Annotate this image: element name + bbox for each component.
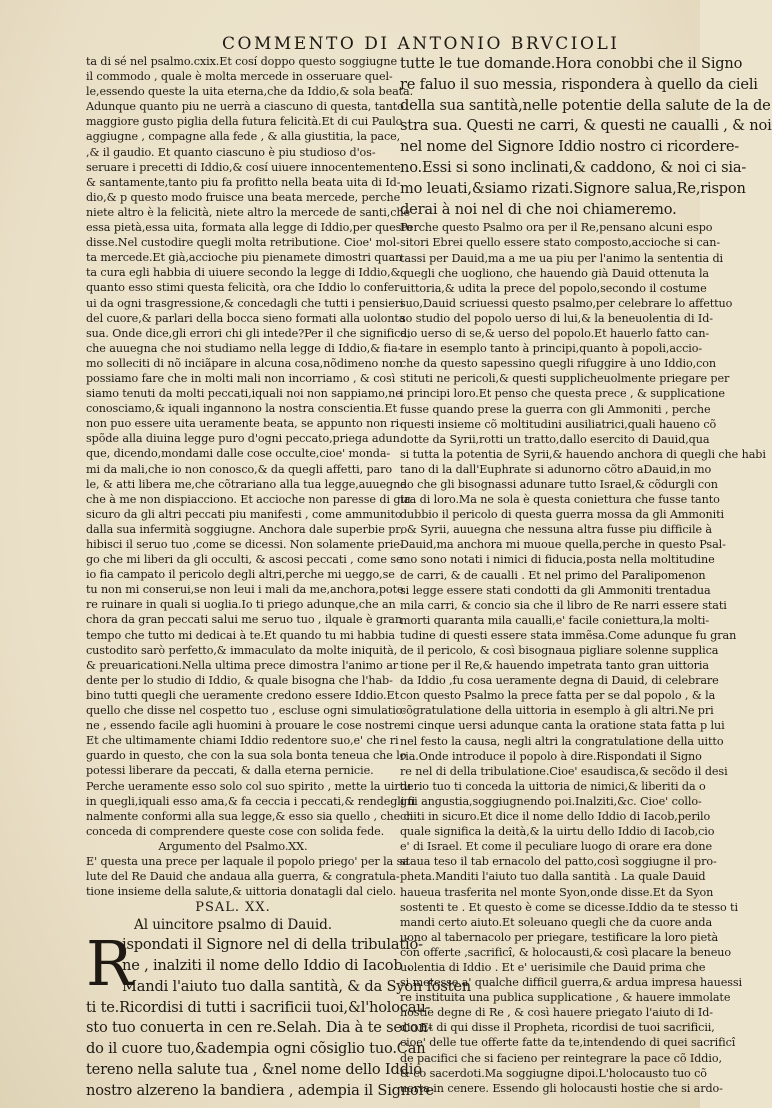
psalm-line: Mandi l'aiuto tuo dalla santità, & da Syon fosten <box>122 977 471 995</box>
text-line: Adunque quanto piu ne uerrà a ciascuno di questa, tanto <box>86 100 404 114</box>
text-line: dalla sua infermità soggiugne. Anchora dale superbie pro <box>86 522 408 536</box>
text-line: tassi per Dauid,ma a me ua piu per l'animo la sententia di <box>400 251 724 265</box>
psalm-line: tereno nella salute tua , &nel nome dello Iddio <box>86 1061 422 1079</box>
text-line: custodito sarò perfetto,& immaculato da molte iniquità, <box>86 643 398 657</box>
text-line: del cuore,& parlari della bocca sieno formati alla uolonta <box>86 311 406 325</box>
text-line: re ruinare in quali si uoglia.Io ti priego adunque,che an <box>86 598 396 612</box>
text-line: ,& il gaudio. Et quanto ciascuno è piu studioso d'os- <box>86 145 376 159</box>
text-line: tione per il Re,& hauendo impetrata tanto gran uittoria <box>400 659 709 673</box>
text-line: sicuro da gli altri peccati piu manifesti , come ammunito <box>86 507 402 521</box>
text-line: i principi loro.Et penso che questa prece , & supplicatione <box>400 387 725 401</box>
text-line: gni angustia,soggiugnendo poi.Inalziti,&c. Cioe' collo- <box>400 794 702 808</box>
argument-line: tione insieme della salute,& uittoria donatagli dal cielo. <box>86 885 397 899</box>
text-line: le,essendo queste la uita eterna,che da Iddio,& sola beata. <box>86 85 414 99</box>
psalm-line: derai à noi nel di che noi chiameremo. <box>400 200 677 218</box>
text-line: ta mercede.Et già,accioche piu pienamete dimostri quan <box>86 251 403 265</box>
text-line: siamo tenuti da molti peccati,iquali noi non sappiamo,ne <box>86 387 402 401</box>
psalm-heading: PSAL. XX. <box>195 900 271 916</box>
text-line: spõde alla diuina legge puro d'ogni peccato,priega adun <box>86 432 400 446</box>
text-line: Perche ueramente esso solo col suo spirito , mette la uirtu <box>86 779 412 793</box>
argument-line: E' questa una prece per laquale il popolo priego' per la sa <box>86 854 409 868</box>
text-line: il commodo , quale è molta mercede in osseruare quel- <box>86 70 393 84</box>
text-line: que, dicendo,mondami dalle cose occulte,cioe' monda- <box>86 447 391 461</box>
text-line: si metesse a' qualche difficil guerra,& ardua impresa hauessi <box>400 976 743 990</box>
text-line: Perche questo Psalmo ora per il Re,pensano alcuni espo <box>400 221 713 235</box>
text-line: nalmente conformi alla sua legge,& esso sia quello , che ci <box>86 809 414 823</box>
psalm-text-block <box>86 927 471 1101</box>
text-line: cioe' delle tue offerte fatte da te,intendendo di quei sacrificî <box>400 1036 736 1050</box>
text-line: uerta in cenere. Essendo gli holocausti hostie che si ardo- <box>400 1081 723 1095</box>
text-line: in quegli,iquali esso ama,& fa ceccia i peccati,& rendegli fi <box>86 794 416 808</box>
text-line: guardo in questo, che con la sua sola bonta teneua che lo <box>86 749 407 763</box>
text-line: cõgratulatione della uittoria in esemplo à gli altri.Ne pri <box>400 704 714 718</box>
psalm-line: mo leuati,&siamo rizati.Signore salua,Re,rispon <box>400 179 746 197</box>
text-line: questi insieme cõ moltitudini ausiliatrici,quali haueno cõ <box>400 417 717 431</box>
text-line: hibisci il seruo tuo ,come se dicessi. Non solamente prie- <box>86 538 404 551</box>
argument-title: Argumento del Psalmo.XX. <box>158 839 308 853</box>
text-line: do che gli bisognassi adunare tutto Israel,& cõdurgli con <box>400 477 718 491</box>
text-line: ta di sé nel psalmo.cxix.Et cosí doppo questo soggiugne <box>86 55 397 68</box>
text-line: dio.Et di qui disse il Propheta, ricordisi de tuoi sacrificii, <box>400 1021 715 1035</box>
text-line: quale significa la deità,& la uirtu dello Iddio di Iacob,cio <box>400 825 715 839</box>
text-line: sitori Ebrei quello essere stato composto,accioche si can- <box>400 236 721 250</box>
text-line: disse.Nel custodire quegli molta retributione. Cioe' mol- <box>86 236 400 250</box>
text-line: haueua trasferita nel monte Syon,onde disse.Et da Syon <box>400 885 714 899</box>
text-line: sua. Onde dice,gli errori chi gli intede?Per il che significa, <box>86 326 411 340</box>
text-line: morti quaranta mila caualli,e' facile coniettura,la molti- <box>400 613 710 627</box>
text-line: Dauid,ma anchora mi muoue quella,perche in questo Psal- <box>400 538 726 552</box>
text-line: che à me non dispiacciono. Et accioche non paresse di gia <box>86 492 411 506</box>
text-line: , & Syrii, auuegna che nessuna altra fusse piu difficile à <box>400 523 713 537</box>
text-line: aggiugne , compagne alla fede , & alla giustitia, la pace, <box>86 130 401 144</box>
psalm-subtitle: Al uincitore psalmo di Dauid. <box>134 917 332 934</box>
text-line: ria.Onde introduce il popolo à dire.Rispondati il Signo <box>400 749 702 763</box>
right-column <box>400 54 772 1096</box>
text-line: so studio del popolo uerso di lui,& la beneuolentia di Id- <box>400 311 713 325</box>
text-line: hostie degne di Re , & così hauere priegato l'aiuto di Id- <box>400 1006 713 1020</box>
text-line: conceda di comprendere queste cose con solida fede. <box>86 824 385 838</box>
text-line: derio tuo ti conceda la uittoria de nimici,& liberiti da o <box>400 779 706 793</box>
text-line: tudine di questi essere stata immẽsa.Come adunque fu gran <box>400 628 737 642</box>
text-line: ne , essendo facile agli huomini à prouare le cose nostre. <box>86 719 404 733</box>
text-line: essa pietà,essa uita, formata alla legge di Iddio,per questo <box>86 221 413 235</box>
text-line: e' di Israel. Et come il peculiare luogo di orare era done <box>400 840 713 854</box>
text-line: sostenti te . Et questo è come se dicesse.Iddio da te stesso ti <box>400 900 738 914</box>
text-line: re nel di della tribulatione.Cioe' esaudisca,& secõdo il desi <box>400 764 728 778</box>
text-line: si tutta la potentia de Syrii,& hauendo anchora di quegli che habi <box>400 447 766 461</box>
text-line: nel festo la causa, negli altri la congratulatione della uitto <box>400 734 724 748</box>
text-line: dotte da Syrii,rotti un tratto,dallo esercito di Dauid,qua <box>400 432 710 446</box>
psalm-line: nel nome del Signore Iddio nostro ci ricordere- <box>400 138 740 156</box>
text-line: le, & atti libera me,che cõtrariano alla tua legge,auuegna <box>86 477 407 491</box>
text-line: che auuegna che noi studiamo nella legge di Iddio,& fia- <box>86 341 402 355</box>
text-line: maggiore gusto piglia della futura felicità.Et di cui Paulo <box>86 115 403 129</box>
text-line: uolentia di Iddio . Et e' uerisimile che Dauid prima che <box>400 960 706 974</box>
psalm-line: re faluo il suo messia, rispondera à quello da cieli <box>400 75 758 93</box>
text-line: chora da gran peccati salui me seruo tuo , ilquale è gran <box>86 613 402 627</box>
text-line: staua teso il tab ernacolo del patto,così soggiugne il pro- <box>400 855 717 869</box>
text-line: da Iddio ,fu cosa ueramente degna di Dauid, di celebrare <box>400 674 719 688</box>
text-line: mi cinque uersi adunque canta la oratione stata fatta p lui <box>400 719 725 733</box>
psalm-line: della sua santità,nelle potentie della salute de la de <box>400 96 771 114</box>
text-line: mila carri, & concio sia che il libro de Re narri essere stati <box>400 598 727 612</box>
text-line: seruare i precetti di Iddio,& cosí uiuere innocentemente, <box>86 160 405 174</box>
text-line: mo sono notati i nimici di fiducia,posta nella moltitudine <box>400 553 715 567</box>
text-line: conosciamo,& iquali ingannono la nostra conscientia.Et <box>86 402 397 416</box>
text-line: quello che disse nel cospetto tuo , escluse ogni simulatio- <box>86 704 406 718</box>
text-line: go che mi liberi da gli occulti, & ascosi peccati , come se <box>86 553 403 567</box>
text-line: si legge essere stati condotti da gli Ammoniti trentadua <box>400 583 711 597</box>
psalm-line: stra sua. Questi ne carri, & questi ne caualli , & noi <box>400 117 772 135</box>
argument-line: lute del Re Dauid che andaua alla guerra, & congratula- <box>86 870 400 884</box>
left-column <box>86 54 471 1102</box>
text-line: tare in esemplo tanto à principi,quanto à popoli,accio- <box>400 342 703 356</box>
text-line: re instituita una publica supplicatione , & hauere immolate <box>400 991 731 1005</box>
text-line: bino tutti quegli che ueramente credono essere Iddio.Et <box>86 688 399 702</box>
text-line: quegli che uogliono, che hauendo già Dauid ottenuta la <box>400 266 709 280</box>
text-line: fusse quando prese la guerra con gli Ammoniti , perche <box>400 402 711 416</box>
text-line: mi da mali,che io non conosco,& da quegli affetti, paro <box>86 462 393 476</box>
text-line: suo,Dauid scriuessi questo psalmo,per celebrare lo affettuo <box>400 296 733 310</box>
running-header: COMMENTO DI ANTONIO BRVCIOLI <box>222 34 620 54</box>
text-line: stituti ne pericoli,& questi supplicheuolmente priegare per <box>400 372 730 386</box>
drop-capital: R <box>86 927 133 1001</box>
psalm-line: ne , inalziti il nome dello Iddio di Iacob . <box>122 957 412 975</box>
psalm-line: ti te.Ricordisi di tutti i sacrificii tuoi,&l'holocau- <box>86 998 431 1016</box>
text-line: de carri, & de caualli . Et nel primo del Paralipomenon <box>400 568 706 582</box>
text-line: uittoria,& udita la prece del popolo,secondo il costume <box>400 281 707 295</box>
text-line: de il pericolo, & così bisognaua pigliare solenne supplica <box>400 644 719 657</box>
text-line: potessi liberare da peccati, & dalla eterna pernicie. <box>86 764 374 778</box>
text-line: & preuaricationi.Nella ultima prece dimostra l'animo ar <box>86 658 399 672</box>
text-line: possiamo fare che in molti mali non incorriamo , & così <box>86 371 396 385</box>
psalm-line: tutte le tue domande.Hora conobbi che il Signo <box>400 55 743 72</box>
psalm-line: nostro alzereno la bandiera , adempia il Signore <box>86 1081 434 1099</box>
text-line: mo solleciti di nõ inciãpare in alcuna cosa,nõdimeno non <box>86 356 403 370</box>
text-line: chiti in sicuro.Et dice il nome dello Iddio di Iacob,perilo <box>400 810 711 824</box>
text-line: dio uerso di se,& uerso del popolo.Et hauerlo fatto can- <box>400 327 710 341</box>
text-line: pheta.Manditi l'aiuto tuo dalla santità . La quale Dauid <box>400 870 706 884</box>
text-line: & santamente,tanto piu fa profitto nella beata uita di Id- <box>86 175 401 189</box>
text-line: Et che ultimamente chiami Iddio redentore suo,e' che ri <box>86 734 399 748</box>
text-line: de pacifici che si facieno per reintegrare la pace cõ Iddio, <box>400 1051 722 1065</box>
text-line: che da questo sapessino quegli rifuggire à uno Iddio,con <box>400 357 717 371</box>
psalm-line: sto tuo conuerta in cen re.Selah. Dia à te secon- <box>86 1019 433 1037</box>
text-line: dente per lo studio di Iddio, & quale bisogna che l'hab- <box>86 673 393 687</box>
text-line: quanto esso stimi questa felicità, ora che Iddio lo confer- <box>86 281 404 295</box>
text-line: io fia campato il pericolo degli altri,perche mi ueggo,se <box>86 568 395 582</box>
psalm-line: no.Essi si sono inclinati,& caddono, & noi ci sia- <box>400 158 747 176</box>
text-line: tu non mi conserui,se non leui i mali da me,anchora,pote <box>86 583 404 597</box>
text-line: non puo essere uita ueramente beata, se appunto non ri- <box>86 417 403 431</box>
text-line: tano di la dall'Euphrate si adunorno cõtro aDauid,in mo <box>400 462 712 476</box>
psalm-line: ispondati il Signore nel di della tribulatio- <box>122 936 423 954</box>
text-line: tra di loro.Ma ne sola è questa coniettura che fusse tanto <box>400 493 720 507</box>
text-line: & co sacerdoti.Ma soggiugne dipoi.L'holocausto tuo cõ <box>400 1066 707 1080</box>
psalm-line: do il cuore tuo,&adempia ogni cõsiglio tuo.Can <box>86 1040 426 1058</box>
text-line: uono al tabernacolo per priegare, testificare la loro pietà <box>400 930 719 944</box>
text-line: niete altro è la felicità, niete altro la mercede de santi,che <box>86 205 411 219</box>
text-line: con questo Psalmo la prece fatta per se dal popolo , & la <box>400 689 716 703</box>
text-line: con offerte ,sacrificî, & holocausti,& così placare la beneuo <box>400 945 732 959</box>
text-line: mandi certo aiuto.Et soleuano quegli che da cuore anda <box>400 915 713 929</box>
text-line: ui da ogni trasgressione,& concedagli che tutti i pensieri <box>86 296 404 310</box>
text-line: tempo che tutto mi dedicai à te.Et quando tu mi habbia <box>86 628 396 642</box>
text-line: ta cura egli habbia di uiuere secondo la legge di Iddio,& <box>86 266 401 280</box>
text-line: dio,& p questo modo fruisce una beata mercede, perche <box>86 190 401 204</box>
text-line: dubbio il pericolo di questa guerra mossa da gli Ammoniti <box>400 508 725 522</box>
